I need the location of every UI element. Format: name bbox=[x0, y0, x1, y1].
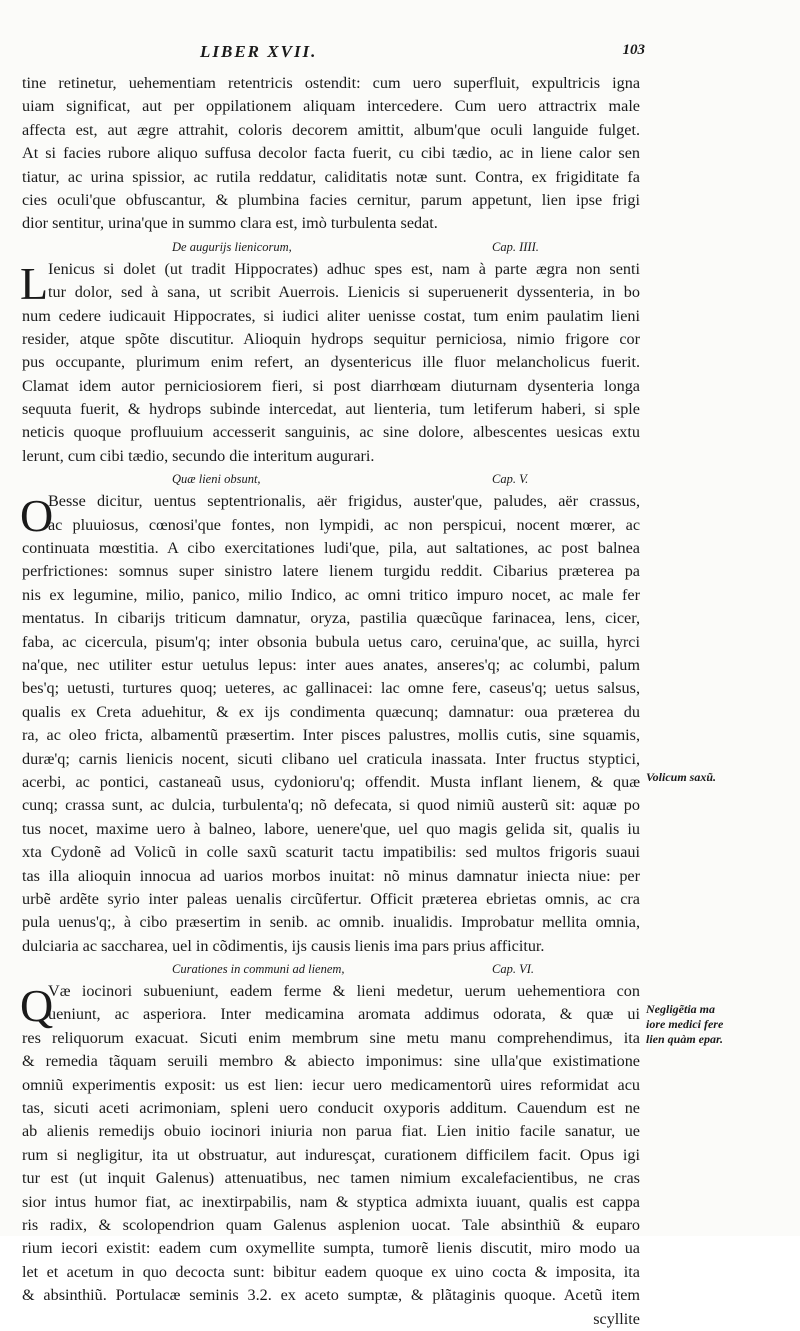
text-line: ac pluuiosus, cœnosi'que fontes, non lympidi, ac non perspicui, nocent mœrer, ac bbox=[48, 515, 640, 534]
text-line: let et acetum in quo decocta sunt: bibitur eadem quoque ex uino cocta & imposita, ita bbox=[22, 1262, 640, 1281]
text-line: urbẽ ardẽte syrio inter paleas uenalis circũfertur. Officit præterea ebrietas omnis, ac cra bbox=[22, 889, 640, 908]
chapter-title: Curationes in communi ad lienem, bbox=[172, 962, 345, 977]
chapter-rubric bbox=[22, 958, 640, 980]
running-title: LIBER XVII. bbox=[200, 42, 318, 61]
text-line: pula uenus'q;, à cibo præsertim in senib. ac omnib. inualidis. Improbatur mellita omnia, bbox=[22, 913, 640, 932]
catchword: scyllite bbox=[593, 1309, 640, 1328]
text-line: nis ex legumine, milio, panico, milio Indico, ac omni tritico impuro nocet, ac male fer bbox=[22, 585, 640, 604]
text-line: num cedere iudicauit Hippocrates, si iudici aliter uenisse costat, tum enim paulatim lieni bbox=[22, 306, 640, 325]
line-text: Besse dicitur, uentus septentrionalis, aër frigidus, auster'que, paludes, aër crassus, bbox=[48, 492, 640, 511]
text-line: mentatus. In cibarijs triticum damnatur, oryza, pastilia quæcũque farinacea, lens, cicer, bbox=[22, 609, 640, 628]
text-line: Clamat idem autor perniciosiorem fieri, si post diarrhœam diuturnam dysenteria longa bbox=[22, 376, 640, 395]
text-line: sior intus humor fiat, ac inextirpabilis, nam & styptica admixta iuuant, qualis est cappa bbox=[22, 1192, 640, 1211]
text-line: cunq; crassa sunt, ac dulcia, turbulenta'q; nõ defecata, si quod nimiũ austerũ sit: aquæ po bbox=[22, 796, 640, 815]
text-line: omniũ experimentis exposit: us est lien: iecur uero medicamentorũ uires reformidat acu bbox=[22, 1075, 640, 1094]
chapter-number: Cap. VI. bbox=[492, 962, 535, 977]
text-line: lerunt, cum cibi tædio, secundo die interitum augurari. bbox=[22, 446, 375, 465]
margin-note-text: iore medici fere bbox=[646, 1017, 724, 1031]
text-line: ris radix, & scolopendrion quam Galenus asplenion uocat. Tale absinthiũ & euparo bbox=[22, 1215, 640, 1234]
text-line: neticis quoque profluuium accesserit sanguinis, ac sine dolore, albescentes uesicas extu bbox=[22, 423, 640, 442]
text-line: bes'q; uetusti, turtures quoq; ueteres, ac gallinacei: lac omne fere, caseus'q; uetus salsus, bbox=[22, 679, 640, 698]
text-line: res reliquorum exacuat. Sicuti enim membrum sine metu manu comprehendimus, ita bbox=[22, 1028, 640, 1047]
chapter-rubric bbox=[22, 236, 640, 258]
text-line: faba, ac cicercula, pisum'q; inter obsonia bubula uetus caro, ceruina'que, ac suilla, hyrci bbox=[22, 632, 640, 651]
text-line: At si facies rubore aliquo suffusa decolor facta fuerit, cu cibi tædio, ac in liene calor sen bbox=[22, 144, 640, 163]
line-text: Væ iocinori subueniunt, eadem ferme & lieni medetur, uerum uehementiora con bbox=[48, 982, 640, 1001]
text-line: uiam significat, aut per oppilationem aliquam intercedere. Cum uero attractrix male bbox=[22, 97, 640, 116]
text-line: & absinthiũ. Portulacæ seminis 3.2. ex aceto sumptæ, & plãtaginis quoque. Acetũ item bbox=[22, 1286, 640, 1305]
chapter-rubric bbox=[22, 468, 640, 490]
margin-note-text: Negligẽtia ma bbox=[646, 1002, 715, 1016]
text-line: ab alienis remedijs obuio iocinori iniuria non parua fiat. Lien initio facile sanatur, ue bbox=[22, 1122, 640, 1141]
text-line: duræ'q; carnis lienicis nocent, sicuti clibano uel craticula inassata. Inter fructus styptici, bbox=[22, 749, 640, 768]
text-line: tur est (ut inquit Galenus) attenuatibus, nec tamen nimium excalefacientibus, ne cras bbox=[22, 1169, 640, 1188]
text-line: ra, ac oleo fricta, albamentũ præsertim. Inter pisces palustres, mollis cutis, sine squamis, bbox=[22, 726, 640, 745]
main-text-block bbox=[22, 72, 640, 1331]
text-line: xta Cydonẽ ad Volicũ in colle saxũ scaturit tactu impatibilis: sed multos frigoris suaui bbox=[22, 843, 640, 862]
text-line: rium iecori existit: eadem cum oxymellite sumpta, tumorẽ lienis discutit, miro modo ua bbox=[22, 1239, 640, 1258]
text-line: tur dolor, sed à sana, ut scribit Auerrois. Lienicis si superuenerit dyssenteria, in bo bbox=[48, 283, 640, 302]
margin-note-volicum bbox=[646, 770, 796, 785]
text-line: resider, atque spõte discutitur. Alioquin hydrops sequitur perniciosa, nimio frigore cor bbox=[22, 329, 640, 348]
text-line: pus occupante, plurimum enim refert, an dysentericus ille fluor melancholicus fuerit. bbox=[22, 353, 640, 372]
margin-note-text: Volicum saxũ. bbox=[646, 770, 717, 784]
text-line: tas, sicuti aceti acrimoniam, spleni uero conducit oxyporis additum. Cauendum est ne bbox=[22, 1099, 640, 1118]
text-line: perfrictiones: somnus super sinistro latere lienem turgidu reddit. Cibarius præterea pa bbox=[22, 562, 640, 581]
chapter-title: Quæ lieni obsunt, bbox=[172, 472, 261, 487]
text-line: affecta est, aut ægre attrahit, coloris decorem amittit, album'que oculi languide fulget. bbox=[22, 120, 640, 139]
text-line: tas illa alioquin innocua ad uarios morbos inuitat: nõ minus damnatur iniecta niue: per bbox=[22, 866, 640, 885]
text-line: qualis ex Creta aduehitur, & ex ijs condimenta quæcunq; damnatur: oua præterea du bbox=[22, 702, 640, 721]
text-line: tus nocet, maxime uero à balneo, labore, uenere'que, uel quo magis gelida sit, qualis iu bbox=[22, 819, 640, 838]
text-line: acerbi, ac pontici, castaneaũ usus, cydonioru'q; offendit. Musta inflant lienem, & quæ bbox=[22, 772, 640, 791]
text-line: & remedia tãquam seruili membro & abiecto imponimus: sine ulla'que existimatione bbox=[22, 1052, 640, 1071]
drop-cap: L bbox=[20, 257, 49, 309]
drop-cap: O bbox=[20, 490, 54, 542]
line-text: Ienicus si dolet (ut tradit Hippocrates) adhuc spes est, nam à parte ægra non senti bbox=[48, 259, 640, 278]
text-line: ueniunt, ac asperiora. Inter medicamina aromata addimus odorata, & quæ ui bbox=[48, 1005, 640, 1024]
chapter-title: De augurijs lienicorum, bbox=[172, 239, 292, 254]
margin-note-text: lien quàm epar. bbox=[646, 1032, 724, 1046]
text-line: dulciaria ac saccharea, uel in cõdimentis, ijs causis lienis ima pars prius afficitur. bbox=[22, 936, 545, 955]
text-line: tiatur, ac urina spissior, ac rutila reddatur, caliditatis notæ sunt. Contra, ex frigiditate fa bbox=[22, 167, 640, 186]
drop-cap: Q bbox=[20, 980, 54, 1032]
text-line: na'que, nec utiliter estur uetulus lepus: inter aues anates, anseres'q; ac columbi, palum bbox=[22, 655, 640, 674]
text-line: tine retinetur, uehementiam retentricis ostendit: cum uero superfluit, expultricis igna bbox=[22, 74, 640, 92]
chapter-number: Cap. IIII. bbox=[492, 239, 539, 254]
text-line: sequuta fuerit, & hydrops subinde intercedat, aut lienteria, tum letiferum haberi, si sple bbox=[22, 400, 640, 419]
running-header bbox=[200, 42, 645, 66]
page-number: 103 bbox=[622, 42, 645, 58]
chapter-number: Cap. V. bbox=[492, 472, 529, 487]
text-line: rum si negligitur, ita ut obstruatur, aut induresçat, curationem difficilem facit. Opus igi bbox=[22, 1145, 640, 1164]
text-line: dior sentitur, urina'que in summo clara est, imò turbulenta sedat. bbox=[22, 214, 438, 233]
text-line: continuata mœstitia. A cibo exercitationes ludi'que, pila, aut saltationes, ac post balnea bbox=[22, 539, 640, 558]
text-line: cies oculi'que obfuscantur, & plumbina facies cernitur, parum appetunt, lien ipse frigi bbox=[22, 190, 640, 209]
margin-note-negligentia bbox=[646, 1002, 796, 1047]
